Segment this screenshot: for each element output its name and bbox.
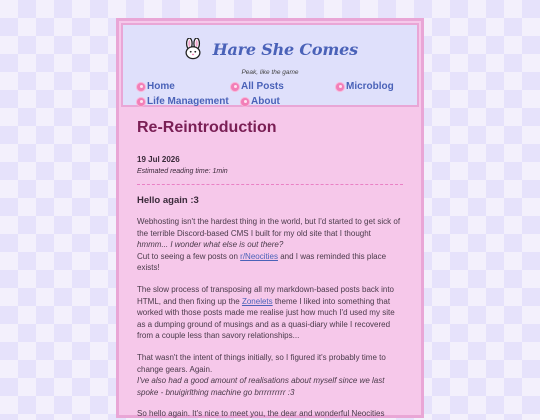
bunny-icon [182,38,204,60]
flower-icon [137,98,145,106]
paragraph-text: theme I liked into something that worked with those posts made me realise just how much I'd used my site as a dumping ground of musings and as a quasi-diary while I recovered from a couple less than savory relationships... [137,296,395,341]
site-title: Hare She Comes [212,39,358,59]
nav-item-microblog[interactable] [336,81,394,92]
site-tagline: Peak, like the game [241,69,299,76]
zonelets-link[interactable]: Zonelets [241,296,273,306]
paragraph-2 [137,284,403,342]
nav-item-life-management[interactable] [137,96,229,107]
neocities-link[interactable]: r/Neocities [240,251,278,261]
paragraph-text: and I was reminded this place exists! [137,251,387,273]
nav-item-all-posts[interactable] [231,81,284,92]
paragraph-4 [137,408,403,420]
paragraph-italic: hmmm... I wonder what else is out there? [137,240,284,250]
post-content [121,107,419,420]
paragraph-text: So hello again. It's nice to meet you, the dear and wonderful Neocities [137,409,385,419]
flower-icon [137,83,145,91]
nav-item-label: All Posts [241,81,284,92]
site-header [121,23,419,107]
flower-icon [231,83,239,91]
paragraph-italic: I've also had a good amount of realisations about myself since we last spoke - bnuigirlthing machine go brrrrrrrrrr :3 [137,376,385,397]
reading-time: Estimated reading time: 1min [137,168,228,175]
flower-icon [336,83,344,91]
nav-item-label: About [251,96,280,107]
paragraph-text: The slow process of transposing all my markdown-based posts back into HTML, and then fixing up the [137,284,395,306]
nav-item-label: Home [147,81,175,92]
page-frame [116,18,424,418]
paragraph-3 [137,352,403,398]
paragraph-text: Cut to seeing a few posts on [137,251,241,261]
nav-item-about[interactable] [241,96,280,107]
post-date: 19 Jul 2026 [137,155,180,164]
nav-item-home[interactable] [137,81,175,92]
flower-icon [241,98,249,106]
site-brand[interactable] [123,38,417,62]
post-title: Re-Reintroduction [137,119,277,136]
section-heading: Hello again :3 [137,195,199,206]
paragraph-text: That wasn't the intent of things initially, so I figured it's probably time to change gears. Again. [137,352,386,374]
nav-item-label: Microblog [346,81,394,92]
paragraph-text: Webhosting isn't the hardest thing in the world, but I'd started to get sick of the terrible Discord-based CMS I built for my old site that I thought [137,217,401,238]
nav-item-label: Life Management [147,96,229,107]
divider [137,184,403,185]
paragraph-1 [137,216,403,274]
